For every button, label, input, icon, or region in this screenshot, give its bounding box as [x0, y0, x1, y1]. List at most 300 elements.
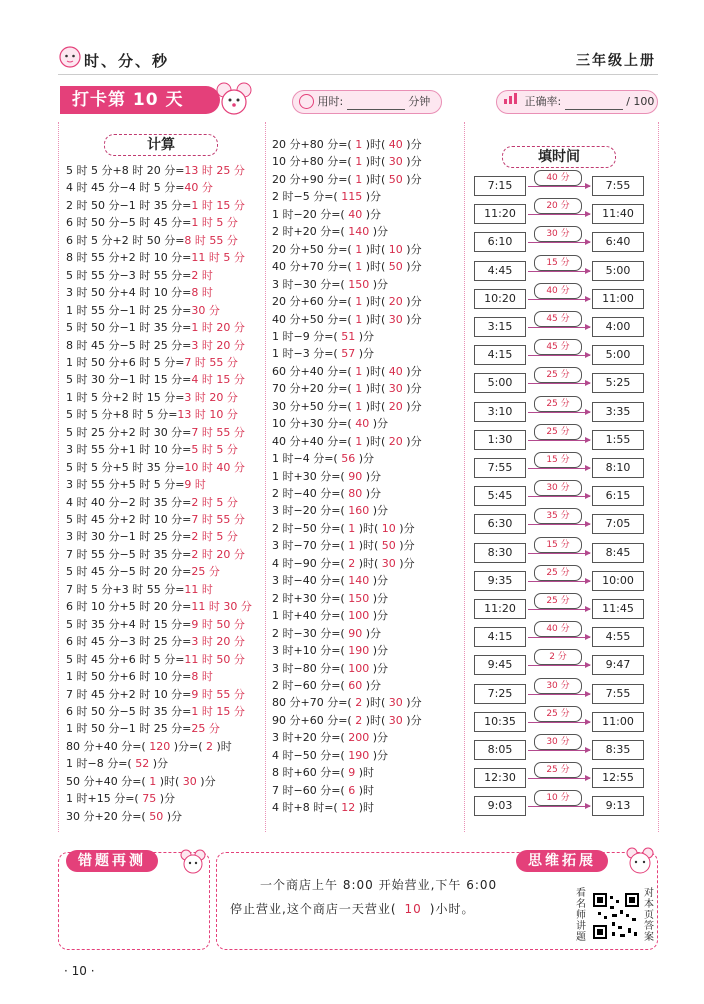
calc-text: 6 时 10 分+5 时 20 分= [66, 600, 192, 614]
calc-text: )分 [402, 696, 422, 710]
fill-start-time: 3:15 [474, 317, 526, 337]
calc-line [272, 799, 374, 816]
calc-line [66, 249, 245, 266]
calc-text: 6 时 50 分−5 时 45 分= [66, 216, 192, 230]
calc-line [66, 616, 245, 633]
fill-arrow [528, 524, 590, 525]
calc-answer: 1 [355, 399, 363, 413]
calc-answer: 1 时 15 分 [191, 198, 245, 212]
calc-text: 1 时 5 分+2 时 15 分= [66, 390, 185, 404]
calc-line [272, 450, 374, 467]
fill-start-time: 4:15 [474, 627, 526, 647]
fill-arrow [528, 186, 590, 187]
calc-text: 5 时 5 分+8 时 5 分= [66, 408, 178, 422]
calc-text: )分 [355, 452, 375, 466]
calc-answer: 30 [381, 556, 396, 570]
calc-answer: 7 时 55 分 [184, 355, 238, 369]
banner-mouse-icon [214, 78, 254, 118]
calc-line [66, 686, 245, 703]
calc-text: 2 时+20 分=( [272, 225, 349, 239]
calc-line [272, 485, 381, 502]
calc-text: )时( [362, 242, 389, 256]
calc-text: 2 时−50 分=( [272, 521, 349, 535]
calc-text: )时( [362, 399, 389, 413]
calc-text: 6 时 50 分−5 时 35 分= [66, 704, 192, 718]
fill-arrow [528, 440, 590, 441]
calc-text: )分 [402, 138, 422, 151]
calc-answer: 1 [355, 434, 363, 448]
calc-text: )分 [369, 574, 389, 588]
calc-text: 5 时 45 分+2 时 10 分= [66, 513, 192, 526]
calc-text: )分 [362, 469, 382, 483]
calc-answer: 1 时 15 分 [191, 704, 245, 718]
calc-text: )分 [402, 713, 422, 727]
calc-line [272, 188, 381, 205]
calc-text: )分 [362, 190, 382, 204]
calc-text: 40 分+50 分=( [272, 312, 356, 326]
calc-text: )时( [355, 521, 382, 535]
fill-start-time: 5:45 [474, 486, 526, 506]
fill-duration: 25 分 [534, 593, 582, 609]
calc-line [272, 293, 422, 310]
calc-text: )分 [369, 644, 389, 658]
calc-line [272, 729, 388, 746]
fill-arrow [528, 694, 590, 695]
calc-text: )时 [355, 766, 375, 780]
calc-answer: 1 [348, 521, 356, 535]
calc-line [272, 153, 422, 170]
calc-text: 2 时−5 分=( [272, 190, 342, 204]
fill-start-time: 12:30 [474, 768, 526, 788]
calc-line [272, 345, 374, 362]
time-used-label: 用时: [317, 95, 344, 108]
calc-answer: 50 [388, 172, 403, 186]
calc-answer: 51 [341, 329, 356, 343]
fill-start-time: 7:55 [474, 458, 526, 478]
calc-line [272, 328, 374, 345]
fill-duration: 25 分 [534, 565, 582, 581]
calc-answer: 11 时 50 分 [184, 652, 245, 666]
review-title: 错题再测 [66, 850, 158, 872]
fill-start-time: 7:15 [474, 176, 526, 196]
calc-text: )分 [402, 312, 422, 326]
fill-end-time: 6:15 [592, 486, 644, 506]
calc-text: )时( [156, 774, 183, 788]
bottom-section [58, 852, 658, 950]
fill-start-time: 4:45 [474, 261, 526, 281]
calc-answer: 30 [388, 696, 403, 710]
calc-text: )分 [369, 225, 389, 239]
calc-answer: 1 [355, 295, 363, 309]
calc-answer: 20 [388, 434, 403, 448]
calc-text: 4 时 45 分−4 时 5 分= [66, 181, 185, 195]
calc-answer: 50 [388, 260, 403, 274]
fill-start-time: 1:30 [474, 430, 526, 450]
calc-text: 1 时 55 分−1 时 25 分= [66, 303, 192, 317]
thinking-title: 思维拓展 [516, 850, 608, 872]
calc-text: )分 [369, 277, 389, 291]
calc-answer: 8 时 55 分 [184, 233, 238, 247]
calc-text: 30 分+20 分=( [66, 809, 150, 823]
calc-text: 20 分+50 分=( [272, 242, 356, 256]
calc-line [272, 276, 388, 293]
calc-line [66, 755, 168, 772]
calc-line [66, 232, 238, 249]
calc-answer: 3 时 20 分 [191, 338, 245, 352]
calc-line [272, 555, 415, 572]
calc-text: )分 [369, 609, 389, 623]
fill-arrow [528, 299, 590, 300]
fill-duration: 30 分 [534, 226, 582, 242]
calc-text: 3 时−30 分=( [272, 277, 349, 291]
calc-line [66, 808, 182, 825]
calc-answer: 30 分 [191, 303, 220, 317]
calc-text: 1 时−9 分=( [272, 329, 342, 343]
calc-text: )分 [369, 591, 389, 605]
calc-text: 1 时 50 分−1 时 25 分= [66, 722, 192, 736]
fill-duration: 45 分 [534, 311, 582, 327]
fill-start-time: 8:05 [474, 740, 526, 760]
calc-line [66, 494, 238, 511]
calc-line [66, 773, 216, 790]
calc-text: )时 [213, 739, 232, 753]
fill-end-time: 9:13 [592, 796, 644, 816]
calc-text: )时( [355, 539, 382, 553]
calc-answer: 1 [355, 312, 363, 326]
thinking-answer: 10 [404, 902, 422, 916]
calc-text: 8 时 45 分−5 时 25 分= [66, 338, 192, 352]
fill-arrow [528, 496, 590, 497]
accuracy-suffix: / 100 [626, 95, 655, 108]
fill-duration: 30 分 [534, 734, 582, 750]
calc-line [66, 459, 245, 476]
calc-text: )分 [402, 260, 422, 274]
fill-arrow [528, 806, 590, 807]
calc-text: 3 时−70 分=( [272, 539, 349, 553]
calc-text: 1 时 50 分+6 时 10 分= [66, 670, 192, 684]
calc-text: 4 时 40 分−2 时 35 分= [66, 495, 192, 509]
calc-answer: 30 [388, 312, 403, 326]
calc-line [66, 267, 213, 284]
calc-text: 1 时+15 分=( [66, 792, 143, 806]
calc-text: )时( [362, 364, 389, 378]
calc-text: )分 [402, 399, 422, 413]
calc-text: 3 时 30 分−1 时 25 分= [66, 530, 192, 544]
fill-end-time: 8:10 [592, 458, 644, 478]
fill-end-time: 5:00 [592, 261, 644, 281]
calc-line [272, 677, 381, 694]
calc-answer: 1 [355, 364, 363, 378]
calc-text: 7 时−60 分=( [272, 783, 349, 797]
calc-line [66, 179, 213, 196]
fill-end-time: 10:00 [592, 571, 644, 591]
calc-answer: 50 [381, 539, 396, 553]
calc-text: 2 时−30 分=( [272, 626, 349, 640]
calc-line [66, 668, 213, 685]
calc-text: )分 [362, 487, 382, 500]
grade-label: 三年级上册 [576, 53, 656, 69]
calc-text: 8 时+60 分=( [272, 766, 349, 780]
calc-line [66, 406, 238, 423]
fill-duration: 10 分 [534, 790, 582, 806]
calc-line [272, 660, 388, 677]
calc-answer: 10 [381, 521, 396, 535]
calc-text: )分 [362, 678, 382, 692]
fill-end-time: 8:35 [592, 740, 644, 760]
calc-line [272, 520, 415, 537]
calc-answer: 140 [348, 574, 370, 588]
header-divider [58, 74, 658, 75]
calc-line [66, 389, 238, 406]
calc-text: )时( [362, 713, 389, 727]
fill-start-time: 4:15 [474, 345, 526, 365]
fill-arrow [528, 412, 590, 413]
fill-end-time: 3:35 [592, 402, 644, 422]
calc-answer: 40 分 [184, 181, 213, 195]
calc-line [66, 302, 220, 319]
calc-text: )分 [395, 521, 415, 535]
calc-line [66, 424, 245, 441]
calc-text: 1 时−3 分=( [272, 347, 342, 361]
calc-text: )分 [402, 364, 422, 378]
fill-duration: 30 分 [534, 480, 582, 496]
fill-arrow [528, 581, 590, 582]
calc-answer: 56 [341, 452, 356, 466]
fill-arrow [528, 214, 590, 215]
calc-text: )时( [362, 172, 389, 186]
calc-line [66, 563, 220, 580]
calc-answer: 1 [355, 242, 363, 256]
fill-end-time: 7:05 [592, 514, 644, 534]
calc-text: )分 [355, 329, 375, 343]
calc-text: 7 时 5 分+3 时 55 分= [66, 582, 185, 596]
accuracy-input[interactable] [565, 95, 623, 110]
calc-text: 5 时 5 分+5 时 35 分= [66, 460, 185, 474]
chart-icon [503, 90, 521, 112]
calc-answer: 30 [182, 774, 197, 788]
calc-text: 10 分+30 分=( [272, 417, 356, 431]
calc-text: )时 [355, 801, 375, 815]
calc-line [272, 258, 422, 275]
fill-end-time: 11:00 [592, 289, 644, 309]
calc-answer: 75 [142, 792, 157, 806]
calc-text: 5 时 30 分−1 时 15 分= [66, 373, 192, 387]
calc-answer: 2 [355, 696, 363, 710]
calc-text: )分 [402, 172, 422, 186]
fill-duration: 35 分 [534, 508, 582, 524]
calc-answer: 40 [388, 138, 403, 151]
calc-answer: 40 [348, 207, 363, 221]
calc-text: )分 [362, 207, 382, 221]
calc-answer: 3 时 20 分 [191, 635, 245, 649]
fill-start-time: 11:20 [474, 204, 526, 224]
calc-text: 7 时 45 分+2 时 10 分= [66, 687, 192, 701]
calc-text: 70 分+20 分=( [272, 382, 356, 396]
fill-end-time: 1:55 [592, 430, 644, 450]
fill-duration: 20 分 [534, 198, 582, 214]
calc-line [66, 581, 213, 598]
calc-answer: 50 [149, 809, 164, 823]
calc-text: 5 时 35 分+4 时 15 分= [66, 617, 192, 631]
calc-text: )分 [369, 504, 389, 518]
qr-code[interactable] [592, 892, 640, 940]
calc-text: )时( [362, 312, 389, 326]
qr-left-caption: 看名师讲题 [576, 888, 586, 943]
calc-text: 5 时 55 分−3 时 55 分= [66, 268, 192, 282]
fill-end-time: 11:40 [592, 204, 644, 224]
calc-text: 3 时 55 分+5 时 5 分= [66, 478, 185, 492]
day-banner: 打卡第 10 天 [60, 86, 220, 114]
calc-answer: 2 [355, 713, 363, 727]
calc-text: 90 分+60 分=( [272, 713, 356, 727]
calc-answer: 52 [135, 757, 150, 771]
fill-duration: 40 分 [534, 283, 582, 299]
calc-answer: 40 [355, 417, 370, 431]
calc-line [66, 703, 245, 720]
calc-line [66, 476, 206, 493]
fill-end-time: 11:45 [592, 599, 644, 619]
calc-answer: 11 时 [184, 582, 213, 596]
calc-answer: 8 时 [191, 286, 213, 300]
calc-answer: 20 [388, 295, 403, 309]
calc-answer: 5 时 5 分 [191, 443, 238, 457]
calc-text: 5 时 5 分+8 时 20 分= [66, 164, 185, 177]
calc-line [272, 537, 415, 554]
calc-text: 80 分+40 分=( [66, 739, 150, 753]
calc-answer: 1 [355, 138, 363, 151]
calc-text: 20 分+80 分=( [272, 138, 356, 151]
calc-answer: 90 [348, 626, 363, 640]
fill-start-time: 3:10 [474, 402, 526, 422]
fill-end-time: 6:40 [592, 232, 644, 252]
calc-answer: 100 [348, 609, 370, 623]
time-used-input[interactable] [347, 95, 405, 110]
calc-text: 4 时+8 时=( [272, 801, 342, 815]
calc-line [66, 738, 232, 755]
fill-duration: 25 分 [534, 396, 582, 412]
calc-answer: 7 时 55 分 [191, 513, 245, 526]
calc-answer: 11 时 30 分 [191, 600, 252, 614]
fill-end-time: 4:55 [592, 627, 644, 647]
fill-duration: 30 分 [534, 678, 582, 694]
calc-text: )时( [362, 260, 389, 274]
fill-duration: 40 分 [534, 170, 582, 186]
calc-answer: 30 [388, 382, 403, 396]
accuracy-label: 正确率: [524, 95, 562, 108]
calc-text: )分 [149, 757, 169, 771]
calc-text: 2 时 50 分−1 时 35 分= [66, 198, 192, 212]
calc-text: 8 时 55 分+2 时 10 分= [66, 251, 192, 265]
fill-arrow [528, 722, 590, 723]
calc-text: )分 [369, 661, 389, 675]
calc-answer: 150 [348, 591, 370, 605]
fill-start-time: 5:00 [474, 373, 526, 393]
calc-line [66, 214, 238, 231]
fill-arrow [528, 242, 590, 243]
calc-answer: 10 时 40 分 [184, 460, 245, 474]
calc-text: )分 [402, 155, 422, 169]
calc-text: )时( [362, 295, 389, 309]
qr-right-caption: 对本页答案 [644, 888, 654, 943]
fill-arrow [528, 468, 590, 469]
fill-end-time: 8:45 [592, 543, 644, 563]
calc-answer: 80 [348, 487, 363, 500]
calc-answer: 4 时 15 分 [191, 373, 245, 387]
calc-text: 5 时 45 分−5 时 20 分= [66, 565, 192, 579]
fill-arrow [528, 355, 590, 356]
calc-text: 2 时+30 分=( [272, 591, 349, 605]
calc-answer: 1 时 5 分 [191, 216, 238, 230]
calc-answer: 2 [348, 556, 356, 570]
fill-end-time: 7:55 [592, 684, 644, 704]
fill-end-time: 4:00 [592, 317, 644, 337]
thinking-mouse-icon [624, 844, 656, 880]
calc-answer: 13 时 10 分 [177, 408, 238, 422]
calc-text: 2 时−60 分=( [272, 678, 349, 692]
calc-text: 4 时−50 分=( [272, 748, 349, 762]
fill-duration: 2 分 [534, 649, 582, 665]
fill-arrow [528, 665, 590, 666]
fill-duration: 25 分 [534, 424, 582, 440]
calc-text: 60 分+40 分=( [272, 364, 356, 378]
fill-end-time: 11:00 [592, 712, 644, 732]
time-used-box [292, 90, 442, 114]
calc-answer: 140 [348, 225, 370, 239]
calc-answer: 25 分 [191, 722, 220, 736]
calc-answer: 1 [355, 260, 363, 274]
fill-end-time: 9:47 [592, 655, 644, 675]
calc-line [66, 546, 245, 563]
fill-end-time: 7:55 [592, 176, 644, 196]
calc-line [66, 598, 252, 615]
calc-answer: 30 [388, 713, 403, 727]
calc-answer: 1 [149, 774, 157, 788]
calc-text: )时( [362, 434, 389, 448]
calc-line [66, 284, 213, 301]
calc-text: )时( [362, 382, 389, 396]
calc-answer: 2 时 20 分 [191, 547, 245, 561]
calc-answer: 7 时 55 分 [191, 425, 245, 439]
calc-answer: 25 分 [191, 565, 220, 579]
calc-text: )分 [369, 417, 389, 431]
calc-answer: 30 [388, 155, 403, 169]
calc-line [272, 572, 388, 589]
calc-line [272, 380, 422, 397]
fill-arrow [528, 750, 590, 751]
calc-answer: 2 时 5 分 [191, 530, 238, 544]
calc-text: 5 时 25 分+2 时 30 分= [66, 425, 192, 439]
fill-arrow [528, 383, 590, 384]
calc-answer: 1 [355, 172, 363, 186]
fill-arrow [528, 609, 590, 610]
calc-answer: 9 时 50 分 [191, 617, 245, 631]
calc-text: 3 时 50 分+4 时 10 分= [66, 286, 192, 300]
calc-line [272, 223, 388, 240]
calc-text: 1 时−8 分=( [66, 757, 136, 771]
calc-answer: 1 [348, 539, 356, 553]
calc-line [272, 241, 422, 258]
fill-start-time: 10:20 [474, 289, 526, 309]
calc-line [66, 371, 245, 388]
thinking-line-1: 一个商店上午 8:00 开始营业,下午 6:00 [260, 878, 498, 892]
calc-line [272, 625, 381, 642]
calc-line [272, 206, 381, 223]
calc-answer: 57 [341, 347, 356, 361]
calc-text: )时( [362, 155, 389, 169]
fill-start-time: 7:25 [474, 684, 526, 704]
page-number: · 10 · [64, 964, 95, 978]
calc-text: 5 时 50 分−1 时 35 分= [66, 321, 192, 335]
